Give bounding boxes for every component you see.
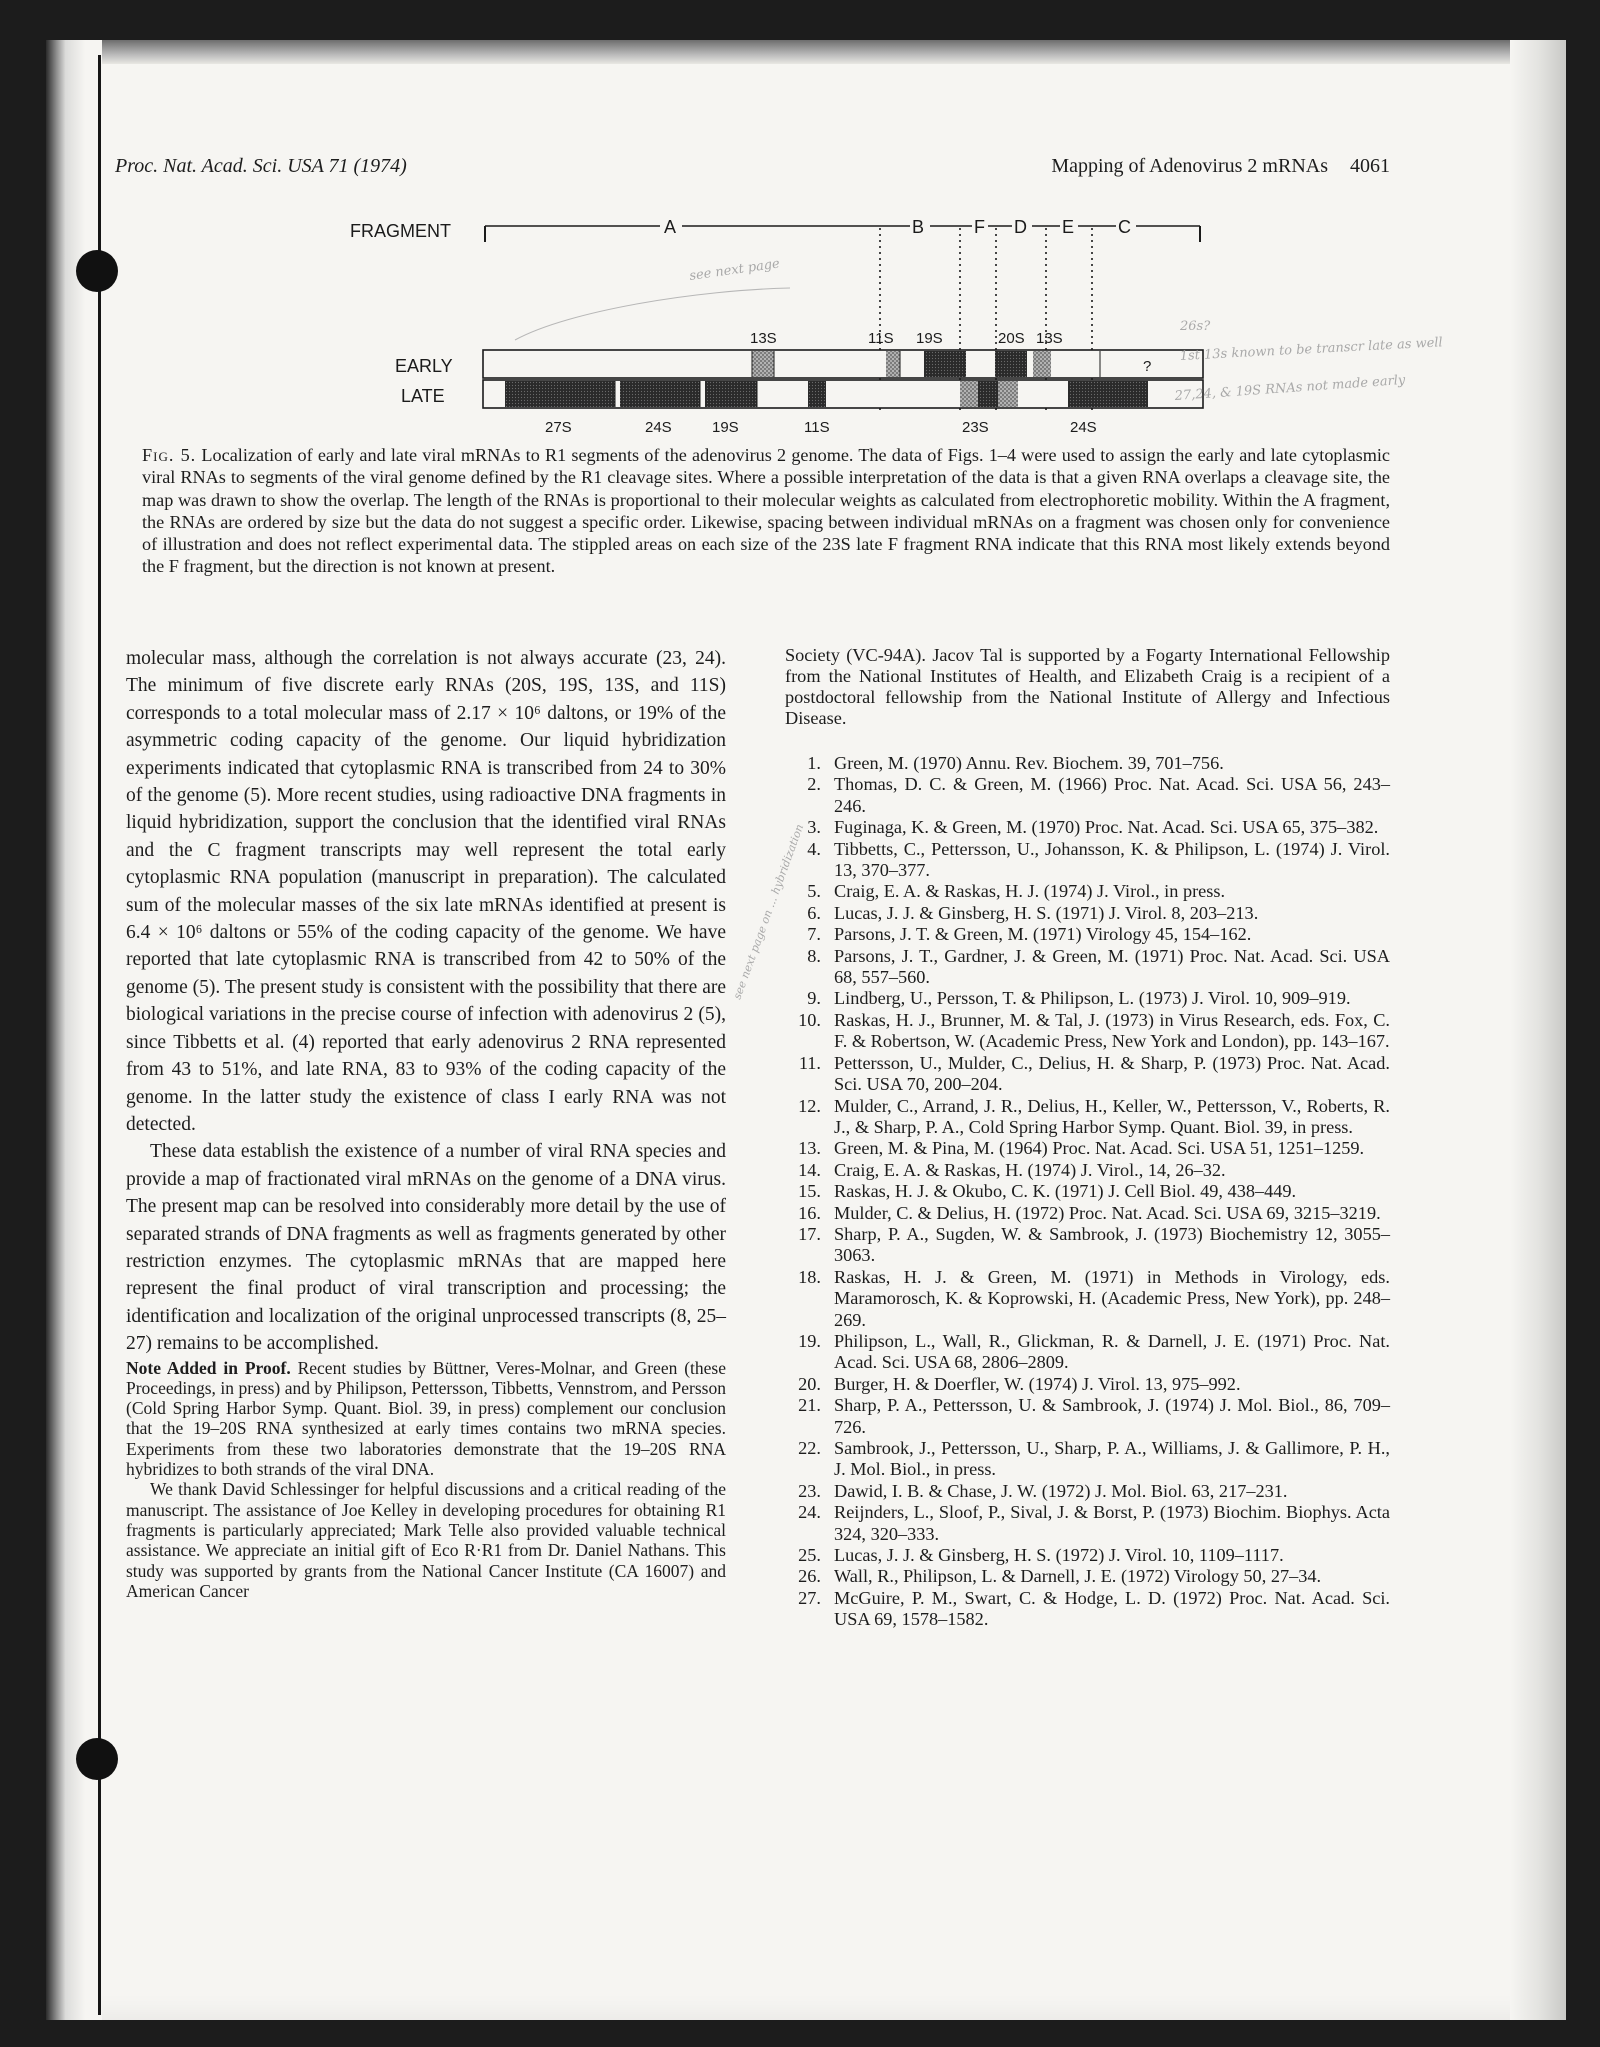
reference-item: 25. Lucas, J. J. & Ginsberg, H. S. (1972) J. Virol. 10, 1109–1117. xyxy=(798,1545,1284,1566)
caption-figure-number: Fig. 5. xyxy=(142,445,197,465)
early-label-11s: 11S xyxy=(868,330,894,347)
late-rna-23s xyxy=(978,381,998,407)
early-label-19s: 19S xyxy=(916,330,943,347)
early-label: EARLY xyxy=(395,356,453,376)
early-rna-19s xyxy=(924,351,966,377)
pencil-note-right-2: 27,24, & 19S RNAs not made early xyxy=(1174,372,1406,404)
reference-item: 1. Green, M. (1970) Annu. Rev. Biochem. 39, 701–756. xyxy=(807,753,1224,773)
reference-item: 22. Sambrook, J., Pettersson, U., Sharp, P. A., Williams, J. & Gallimore, P. H., J. Mol. Biol., in press. xyxy=(798,1438,1390,1480)
reference-item: 15. Raskas, H. J. & Okubo, C. K. (1971) J. Cell Biol. 49, 438–449. xyxy=(798,1181,1297,1202)
late-rna-23s-stipple-left xyxy=(960,381,978,407)
fragment-d: D xyxy=(1014,217,1027,237)
late-label-27s: 27S xyxy=(545,419,572,436)
reference-item: 2. Thomas, D. C. & Green, M. (1966) Proc. Nat. Acad. Sci. USA 56, 243–246. xyxy=(807,774,1390,816)
fragment-c: C xyxy=(1118,217,1131,237)
body-paragraph-2: These data establish the existence of a number of viral RNA species and provide a map of fractionated viral mRNAs on the genome of a DNA virus. The present map can be resolved into considerably more detail by the use of separated strands of DNA fragments as well as fragments generated by other restriction enzymes. The cytoplasmic mRNAs that are mapped here represent the final product of viral transcription and processing; the identification and localization of the original unprocessed transcripts (8, 25–27) remains to be accomplished. xyxy=(126,1141,726,1355)
reference-item: 3. Fuginaga, K. & Green, M. (1970) Proc. Nat. Acad. Sci. USA 65, 375–382. xyxy=(807,817,1379,838)
reference-item: 16. Mulder, C. & Delius, H. (1972) Proc. Nat. Acad. Sci. USA 69, 3215–3219. xyxy=(798,1202,1381,1223)
early-rna-11s xyxy=(886,351,900,377)
late-rna-27s xyxy=(505,381,615,407)
reference-item: 10. Raskas, H. J., Brunner, M. & Tal, J. (1973) in Virus Research, eds. Fox, C. F. & Robertson, W. (Academic Press, New York and London), pp. 143–167. xyxy=(798,1009,1390,1052)
late-label: LATE xyxy=(401,386,445,406)
reference-item: 11. Pettersson, U., Mulder, C., Delius, H. & Sharp, P. (1973) Proc. Nat. Acad. Sci. USA 70, 200–204. xyxy=(798,1052,1390,1095)
caption-text: Localization of early and late viral mRNAs to R1 segments of the adenovirus 2 genome. The data of Figs. 1–4 were used to assign the early and late cytoplasmic viral RNAs to segments of the viral genome defined by the R1 cleavage sites. Where a possible interpretation of the data is that a given RNA overlaps a cleavage site, the map was drawn to show the overlap. The length of the RNAs is proportional to their molecular weights as calculated from electrophoretic mobility. Within the A fragment, the RNAs are ordered by size but the data do not suggest a specific order. Likewise, spacing between individual mRNAs on a fragment was chosen only for convenience of illustration and does not reflect experimental data. The stippled areas on each size of the 23S late F fragment RNA indicate that this RNA most likely extends beyond the F fragment, but the direction is not known at present. xyxy=(142,445,1390,577)
early-label-13s-b: 13S xyxy=(1036,330,1063,347)
funding-statement: Society (VC-94A). Jacov Tal is supported by a Fogarty International Fellowship from the National Institutes of Health, and Elizabeth Craig is a recipient of a postdoctoral fellowship from the National Institute of Allergy and Infectious Disease. xyxy=(785,645,1390,728)
scan-left-edge xyxy=(46,40,102,2020)
punch-hole-top xyxy=(76,250,118,292)
reference-item: 24. Reijnders, L., Sloof, P., Sival, J. & Borst, P. (1973) Biochim. Biophys. Acta 324, 320–333. xyxy=(798,1502,1390,1544)
page-number: 4061 xyxy=(1350,155,1390,177)
note-added-in-proof xyxy=(126,1358,726,1480)
reference-item: 8. Parsons, J. T., Gardner, J. & Green, M. (1971) Proc. Nat. Acad. Sci. USA 68, 557–560. xyxy=(807,945,1390,988)
pencil-note-top: see next page xyxy=(688,256,781,284)
early-rna-13s-b xyxy=(1033,351,1051,377)
pencil-note-side: see next page on ... hybridization xyxy=(730,822,807,1002)
note-title: Note Added in Proof. xyxy=(126,1357,291,1378)
early-rna-track xyxy=(483,350,1203,378)
figure-caption xyxy=(142,444,1390,578)
reference-item: 20. Burger, H. & Doerfler, W. (1974) J. Virol. 13, 975–992. xyxy=(798,1373,1241,1394)
early-label-20s: 20S xyxy=(998,330,1025,347)
reference-item: 6. Lucas, J. J. & Ginsberg, H. S. (1971) J. Virol. 8, 203–213. xyxy=(807,902,1259,923)
reference-list xyxy=(785,753,1390,1631)
pencil-note-right-1: 1st 13s known to be transcr late as well xyxy=(1179,335,1444,364)
late-label-19s: 19S xyxy=(712,419,739,436)
reference-item: 12. Mulder, C., Arrand, J. R., Delius, H., Keller, W., Pettersson, V., Roberts, R. J., & Sharp, P. A., Cold Spring Harbor Symp. Quant. Biol. 39, in press. xyxy=(798,1095,1390,1137)
reference-item: 9. Lindberg, U., Persson, T. & Philipson, L. (1973) J. Virol. 10, 909–919. xyxy=(807,988,1351,1009)
reference-item: 4. Tibbetts, C., Pettersson, U., Johansson, K. & Philipson, L. (1974) J. Virol. 13, 370–377. xyxy=(807,838,1390,881)
running-title: Mapping of Adenovirus 2 mRNAs xyxy=(1051,155,1328,177)
reference-item: 14. Craig, E. A. & Raskas, H. (1974) J. Virol., 14, 26–32. xyxy=(798,1159,1226,1180)
fragment-f: F xyxy=(974,217,985,237)
acknowledgments: We thank David Schlessinger for helpful discussions and a critical reading of the manuscript. The assistance of Joe Kelley in developing procedures for obtaining R1 fragments is particularly appreciated; Mark Telle also provided valuable technical assistance. We appreciate an initial gift of Eco R·R1 from Dr. Daniel Nathans. This study was supported by grants from the National Cancer Institute (CA 16007) and American Cancer xyxy=(126,1479,726,1601)
reference-item: 18. Raskas, H. J. & Green, M. (1971) in Methods in Virology, eds. Maramorosch, K. & Koprowski, H. (Academic Press, New York), pp. 248–269. xyxy=(798,1266,1390,1330)
late-label-11s: 11S xyxy=(804,419,830,436)
pencil-star: 26s? xyxy=(1180,319,1211,334)
early-rna-13s xyxy=(752,351,774,377)
early-rna-20s xyxy=(995,351,1027,377)
late-label-24s-b: 24S xyxy=(1070,419,1097,436)
fragment-a: A xyxy=(664,217,677,237)
reference-item: 26. Wall, R., Philipson, L. & Darnell, J. E. (1972) Virology 50, 27–34. xyxy=(798,1566,1322,1587)
late-rna-23s-stipple-right xyxy=(998,381,1018,407)
late-label-24s: 24S xyxy=(645,419,672,436)
early-label-13s: 13S xyxy=(750,330,777,347)
punch-hole-bottom xyxy=(76,1738,118,1780)
reference-item: 5. Craig, E. A. & Raskas, H. J. (1974) J. Virol., in press. xyxy=(807,881,1226,902)
late-rna-19s xyxy=(705,381,757,407)
reference-item: 19. Philipson, L., Wall, R., Glickman, R. & Darnell, J. E. (1971) Proc. Nat. Acad. Sci. USA 68, 2806–2809. xyxy=(798,1330,1390,1373)
late-rna-24s-b xyxy=(1068,381,1148,407)
reference-item: 17. Sharp, P. A., Sugden, W. & Sambrook, J. (1973) Biochemistry 12, 3055–3063. xyxy=(798,1223,1390,1266)
right-column xyxy=(785,645,1390,1631)
late-rna-24s xyxy=(620,381,700,407)
page-header xyxy=(115,155,1390,185)
fragment-label: FRAGMENT xyxy=(350,221,451,241)
scan-right-edge xyxy=(1510,40,1566,2020)
fragment-b: B xyxy=(912,217,925,237)
fragment-e: E xyxy=(1062,217,1075,237)
reference-item: 7. Parsons, J. T. & Green, M. (1971) Virology 45, 154–162. xyxy=(807,924,1252,945)
early-unknown: ? xyxy=(1143,358,1152,375)
late-label-23s: 23S xyxy=(962,419,989,436)
reference-item: 13. Green, M. & Pina, M. (1964) Proc. Nat. Acad. Sci. USA 51, 1251–1259. xyxy=(798,1138,1365,1159)
header-right xyxy=(1051,155,1390,178)
reference-item: 21. Sharp, P. A., Pettersson, U. & Sambrook, J. (1974) J. Mol. Biol., 86, 709–726. xyxy=(798,1395,1390,1437)
reference-item: 23. Dawid, I. B. & Chase, J. W. (1972) J. Mol. Biol. 63, 217–231. xyxy=(798,1480,1288,1501)
body-paragraph-1: molecular mass, although the correlation is not always accurate (23, 24). The minimum of five discrete early RNAs (20S, 19S, 13S, and 11S) corresponds to a total molecular mass of 2.17 × 10⁶ daltons, or 19% of the asymmetric coding capacity of the genome. Our liquid hybridization experiments indicated that cytoplasmic RNA is transcribed from 24 to 30% of the genome (5). More recent studies, using radioactive DNA fragments in liquid hybridization, support the conclusion that the identified viral RNAs and the C fragment transcripts may well represent the total early cytoplasmic RNA population (manuscript in preparation). The calculated sum of the molecular masses of the six late mRNAs identified at present is 6.4 × 10⁶ daltons or 55% of the coding capacity of the genome. We have reported that late cytoplasmic RNA is transcribed from 42 to 50% of the genome (5). The present study is consistent with the possibility that there are biological variations in the precise course of infection with adenovirus 2 (5), since Tibbetts et al. (4) reported that early adenovirus 2 RNA represented from 43 to 51%, and late RNA, 83 to 93% of the coding capacity of the genome. In the latter study the existence of class I early RNA was not detected. xyxy=(126,648,726,1135)
scan-top-edge xyxy=(46,40,1566,64)
reference-item: 27. McGuire, P. M., Swart, C. & Hodge, L. D. (1972) Proc. Nat. Acad. Sci. USA 69, 1578–1582. xyxy=(798,1587,1390,1630)
left-column xyxy=(126,645,726,1601)
binder-margin-line xyxy=(98,55,101,2015)
journal-citation: Proc. Nat. Acad. Sci. USA 71 (1974) xyxy=(115,155,407,177)
pencil-annotation-side xyxy=(730,822,807,1105)
pencil-annotation-right xyxy=(1170,350,1500,430)
note-text: Recent studies by Büttner, Veres-Molnar, and Green (these Proceedings, in press) and by Philipson, Pettersson, Tibbetts, Vennstrom, and Persson (Cold Spring Harbor Symp. Quant. Biol. 39, in press) complement our conclusion that the 19–20S RNA synthesized at early times contains two mRNA species. Experiments from these two laboratories demonstrate that the 19–20S RNA hybridizes to both strands of the viral DNA. xyxy=(126,1357,726,1480)
late-rna-11s xyxy=(808,381,826,407)
